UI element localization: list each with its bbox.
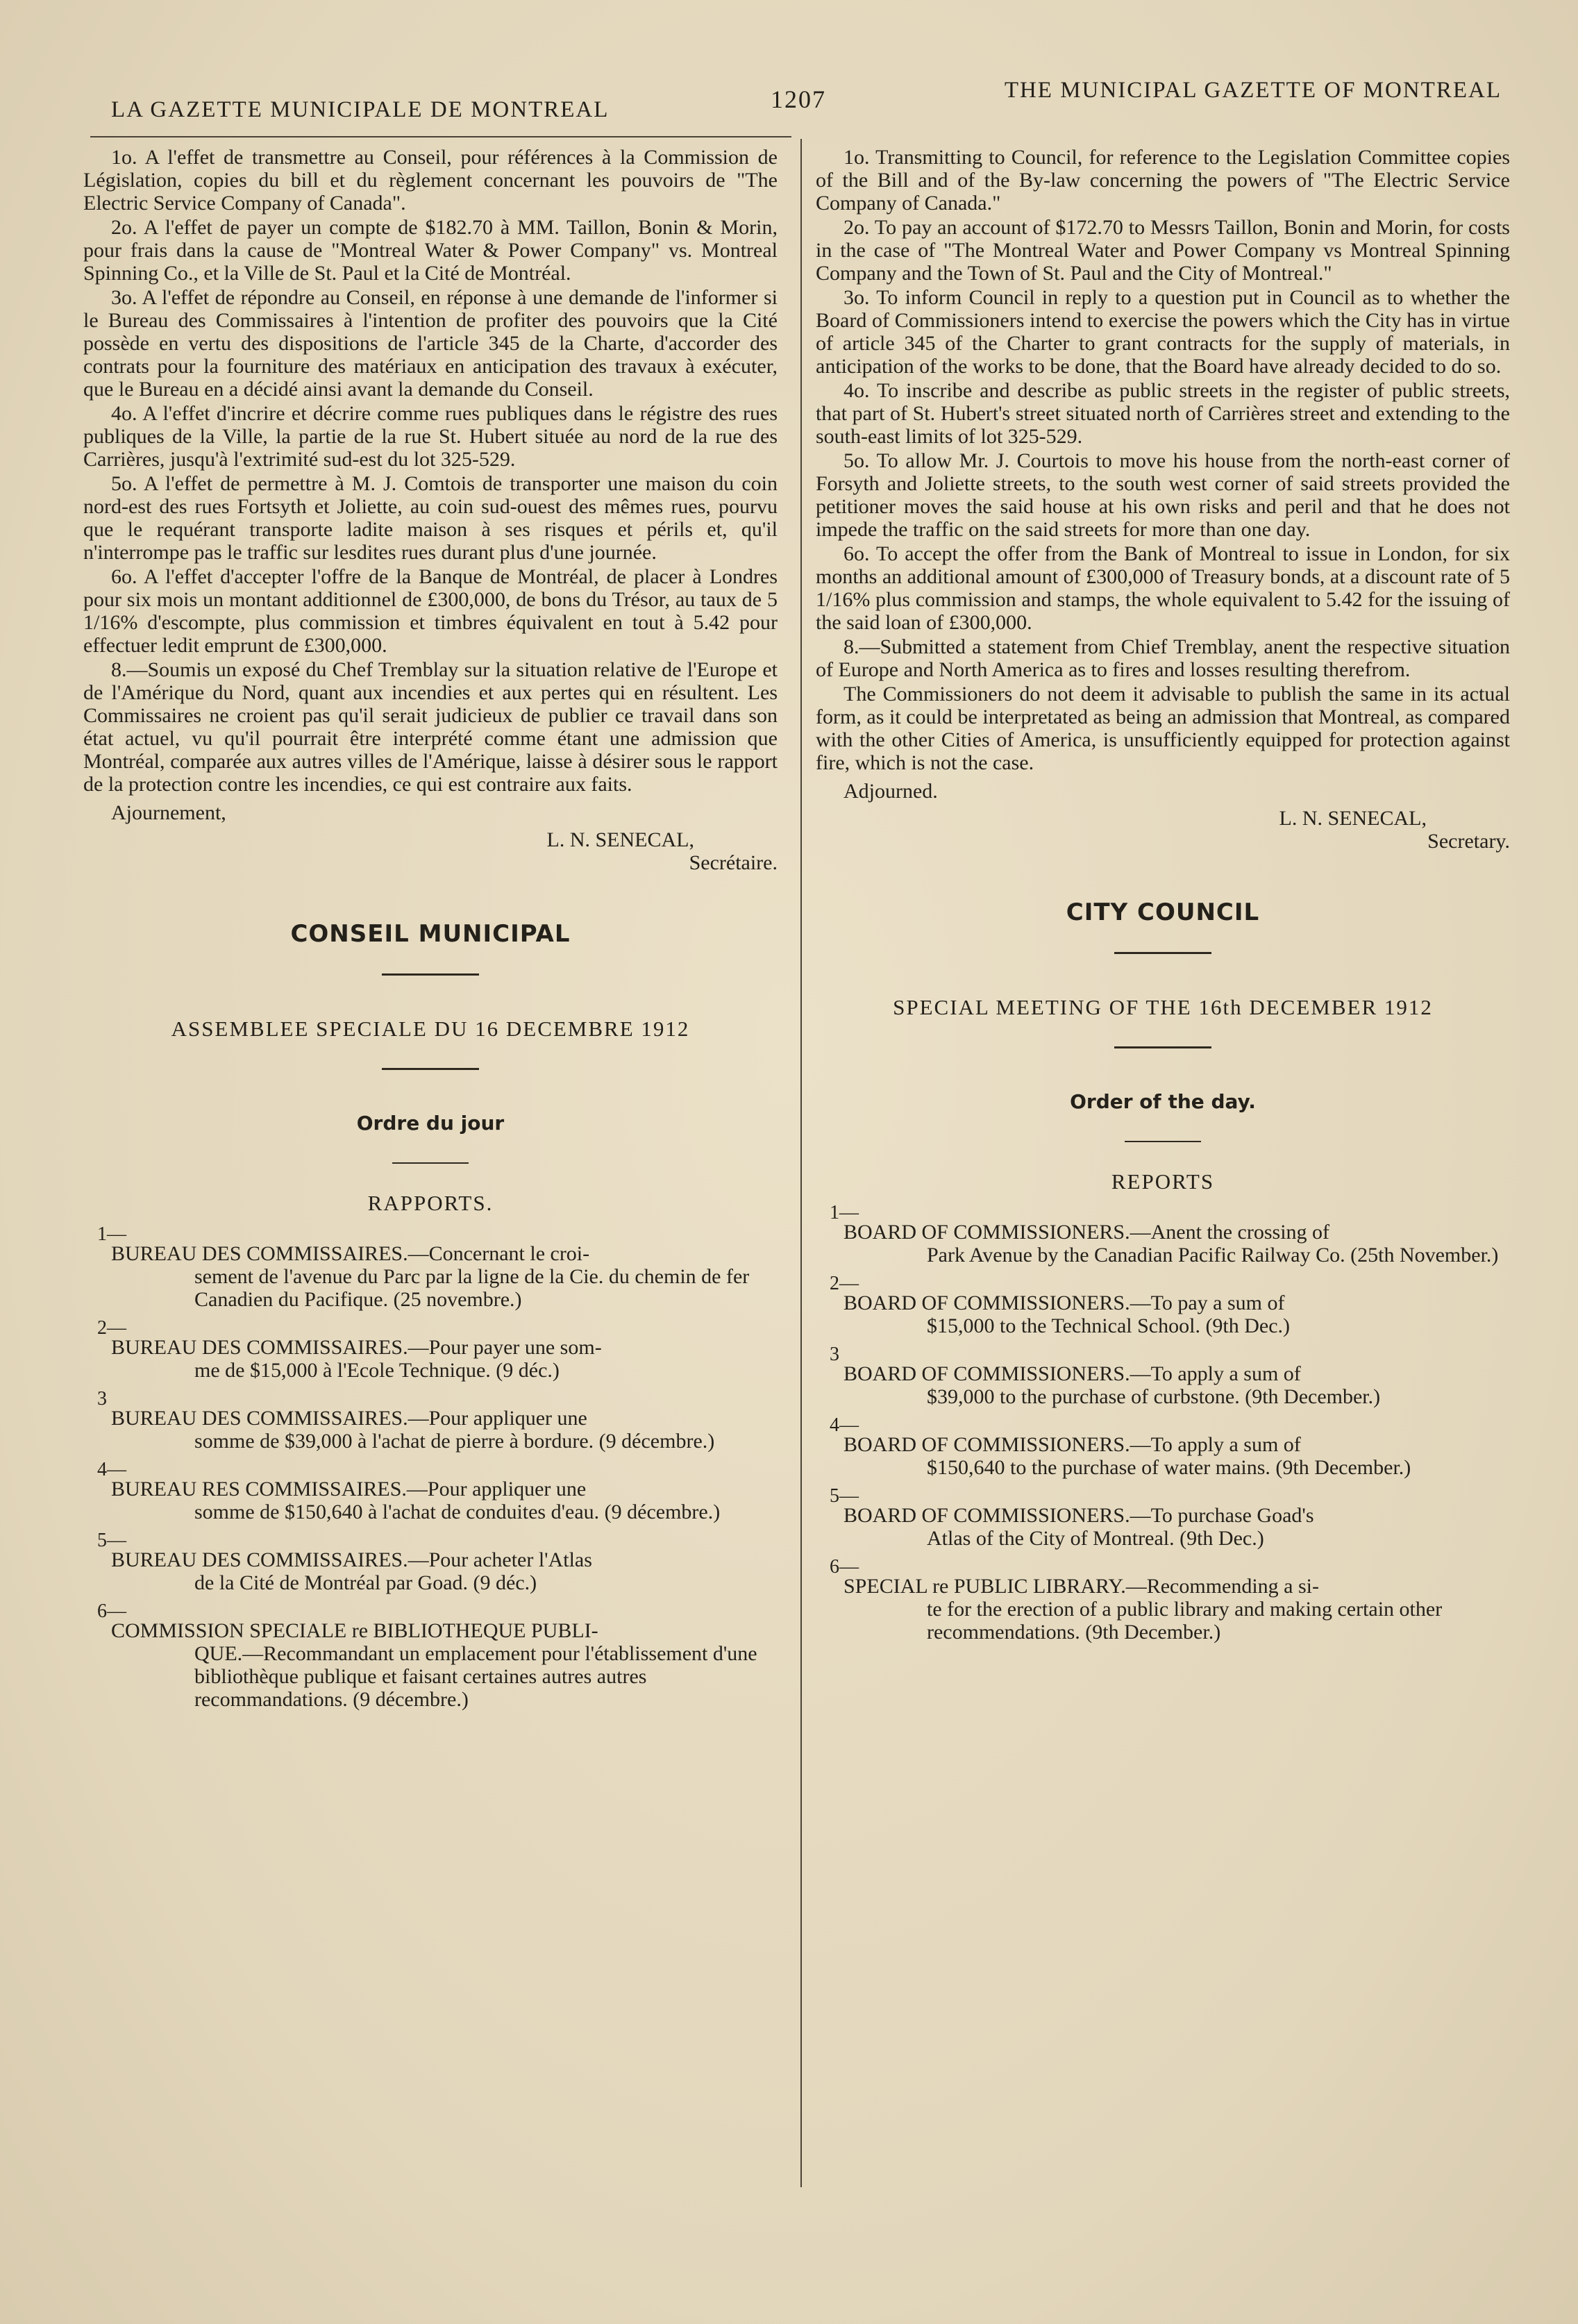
french-paragraph: 6o. A l'effet d'accepter l'offre de la Banque de Montréal, de placer à Londres pour six mois un montant additionnel de £300,000, de bons du Trésor, au taux de 5 1/16% d'escompte, plus commission et timbres équivalent en tout à 5.42 pour effectuer ledit emprunt de £300,000. [83,565,778,657]
english-paragraph: 2o. To pay an account of $172.70 to Messrs Taillon, Bonin and Morin, for costs in the case of "The Montreal Water and Power Company vs Montreal Spinning Company and the Town of St. Paul and the City of Montreal." [816,216,1510,285]
french-meeting-rule [382,1068,479,1070]
report-number: 5— [97,1530,126,1551]
report-continuation: me de $15,000 à l'Ecole Technique. (9 déc.) [194,1359,560,1382]
french-report-item [83,1459,778,1523]
report-number: 2— [97,1317,126,1339]
english-paragraph: 1o. Transmitting to Council, for reference to the Legislation Committee copies of the Bill and of the By-law concerning the powers of "The Electric Service Company of Canada." [816,146,1510,215]
french-reports-heading: RAPPORTS. [367,1191,494,1215]
report-number: 5— [830,1485,859,1507]
report-heading: BOARD OF COMMISSIONERS.—To purchase Goad's [843,1504,1314,1527]
header-english-title: THE MUNICIPAL GAZETTE OF MONTREAL [1004,78,1502,103]
report-continuation: somme de $150,640 à l'achat de conduites d'eau. (9 décembre.) [194,1500,721,1523]
report-heading: BUREAU DES COMMISSAIRES.—Pour acheter l'Atlas [111,1548,592,1571]
report-number: 4— [97,1459,126,1480]
french-paragraph: 4o. A l'effet d'incrire et décrire comme rues publiques dans le régistre des rues publiques de la Ville, la partie de la rue St. Hubert située au nord de la rue des Carrières, jusqu'à l'extrimité sud-est du lot 325-529. [83,402,778,471]
report-continuation: sement de l'avenue du Parc par la ligne de la Cie. du chemin de fer Canadien du Pacifique. (25 novembre.) [194,1265,750,1311]
report-number: 6— [830,1556,859,1578]
english-paragraph: 5o. To allow Mr. J. Courtois to move his house from the north-east corner of Forsyth and Joliette streets, to the south west corner of said streets provided the petitioner moves the said house at his own risks and peril and that he does not impede the traffic on the said streets for more than one day. [816,449,1510,541]
french-order-rule [392,1162,469,1164]
report-number: 6— [97,1600,126,1622]
report-number: 3 [97,1388,107,1410]
english-paragraph: 8.—Submitted a statement from Chief Tremblay, anent the respective situation of Europe and North America as to fires and losses resulting therefrom. [816,635,1510,681]
english-title-rule [1114,952,1211,954]
french-report-item [83,1317,778,1382]
report-heading: SPECIAL re PUBLIC LIBRARY.—Recommending a si- [843,1575,1319,1598]
english-meeting-title: SPECIAL MEETING OF THE 16th DECEMBER 1912 [893,995,1433,1019]
report-continuation: de la Cité de Montréal par Goad. (9 déc.) [194,1571,537,1594]
french-meeting-title: ASSEMBLEE SPECIALE DU 16 DECEMBRE 1912 [171,1017,690,1041]
french-column [83,146,778,1736]
french-signature [83,801,778,874]
report-continuation: te for the erection of a public library and making certain other recommendations. (9th December.) [927,1598,1443,1644]
french-paragraph: 3o. A l'effet de répondre au Conseil, en réponse à une demande de l'informer si le Bureau des Commissaires à l'intention de profiter des pouvoirs que la Cité possède en vertu des dispositions de l'article 345 de la Charte, d'accorder des contrats pour la fourniture des matériaux en anticipation des travaux à exécuter, que le Bureau en a décidé ainsi avant la demande du Conseil. [83,286,778,401]
french-title-rule [382,973,479,976]
english-council-title: CITY COUNCIL [1066,898,1260,926]
english-report-item [816,1202,1510,1267]
french-order-of-day: Ordre du jour [356,1112,505,1135]
report-number: 2— [830,1273,859,1294]
french-report-item [83,1600,778,1711]
english-meeting-rule [1114,1046,1211,1048]
english-order-of-day: Order of the day. [1070,1090,1256,1113]
english-column [816,146,1510,1669]
french-adjourned: Ajournement, [111,801,226,824]
english-paragraph: 3o. To inform Council in reply to a question put in Council as to whether the Board of Commissioners intend to exercise the powers which the City has in virtue of article 345 of the Charter to grant contracts for the supply of materials, in anticipation of the works to be done, that the Board have already decided to do so. [816,286,1510,378]
report-heading: BUREAU DES COMMISSAIRES.—Concernant le croi- [111,1242,590,1265]
report-heading: BOARD OF COMMISSIONERS.—Anent the crossing of [843,1221,1330,1244]
french-signer-role: Secrétaire. [689,851,778,874]
english-report-item [816,1556,1510,1644]
report-heading: BUREAU DES COMMISSAIRES.—Pour appliquer une [111,1407,587,1430]
english-signer-role: Secretary. [1427,830,1510,853]
french-paragraph: 5o. A l'effet de permettre à M. J. Comtois de transporter une maison du coin nord-est des rues Fortsyth et Joliette, au coin sud-ouest des mêmes rues, pourvu que le requérant transporte ladite maison à ses risques et périls et, qu'il n'interrompe pas le traffic sur lesdites rues durant plus d'une journée. [83,472,778,564]
page-number: 1207 [771,85,826,113]
report-continuation: $39,000 to the purchase of curbstone. (9th December.) [927,1385,1381,1408]
report-continuation: Park Avenue by the Canadian Pacific Railway Co. (25th November.) [927,1244,1499,1267]
french-paragraph: 1o. A l'effet de transmettre au Conseil, pour références à la Commission de Législation, copies du bill et du règlement concernant les pouvoirs de "The Electric Service Company of Canada". [83,146,778,215]
report-heading: BOARD OF COMMISSIONERS.—To apply a sum of [843,1362,1301,1385]
french-report-item [83,1223,778,1311]
french-report-item [83,1388,778,1453]
report-continuation: $15,000 to the Technical School. (9th Dec.) [927,1314,1291,1337]
report-heading: COMMISSION SPECIALE re BIBLIOTHEQUE PUBLI- [111,1619,598,1642]
report-heading: BOARD OF COMMISSIONERS.—To apply a sum of [843,1433,1301,1456]
english-paragraph: The Commissioners do not deem it advisable to publish the same in its actual form, as it could be interpretated as being an admission that Montreal, as compared with the other Cities of America, is unsufficiently equipped for protection against fire, which is not the case. [816,683,1510,774]
french-signer: L. N. SENECAL, [546,828,694,851]
report-heading: BUREAU DES COMMISSAIRES.—Pour payer une som- [111,1336,602,1359]
column-divider [800,139,802,2187]
english-reports-heading: REPORTS [1111,1169,1215,1194]
french-report-item [83,1530,778,1594]
english-paragraph: 4o. To inscribe and describe as public streets in the register of public streets, that part of St. Hubert's street situated north of Carrières street and extending to the south-east limits of lot 325-529. [816,379,1510,448]
french-paragraph: 2o. A l'effet de payer un compte de $182.70 à MM. Taillon, Bonin & Morin, pour frais dans la cause de "Montreal Water & Power Company" vs. Montreal Spinning Co., et la Ville de St. Paul et la Cité de Montréal. [83,216,778,285]
header-rule [90,136,791,137]
report-continuation: Atlas of the City of Montreal. (9th Dec.) [927,1527,1264,1550]
english-signer: L. N. SENECAL, [1279,807,1427,830]
report-continuation: $150,640 to the purchase of water mains. (9th December.) [927,1456,1411,1479]
header-french-title: LA GAZETTE MUNICIPALE DE MONTREAL [111,97,610,122]
english-report-item [816,1344,1510,1408]
english-adjourned: Adjourned. [843,780,938,803]
report-continuation: QUE.—Recommandant un emplacement pour l'établissement d'une bibliothèque publique et faisant certaines autres autres recommandations. (9 décembre.) [194,1642,757,1711]
report-heading: BUREAU RES COMMISSAIRES.—Pour appliquer une [111,1478,587,1500]
french-council-title: CONSEIL MUNICIPAL [290,920,571,948]
report-continuation: somme de $39,000 à l'achat de pierre à bordure. (9 décembre.) [194,1430,715,1453]
english-paragraph: 6o. To accept the offer from the Bank of Montreal to issue in London, for six months an additional amount of £300,000 of Treasury bonds, at a discount rate of 5 1/16% plus commission and stamps, the whole equivalent to 5.42 for the issuing of the said loan of £300,000. [816,542,1510,634]
english-report-item [816,1273,1510,1337]
english-signature [816,780,1510,853]
report-number: 3 [830,1344,839,1365]
page-header [104,78,1502,122]
report-number: 1— [97,1223,126,1245]
english-order-rule [1125,1141,1201,1142]
english-report-item [816,1414,1510,1479]
french-paragraph: 8.—Soumis un exposé du Chef Tremblay sur la situation relative de l'Europe et de l'Amérique du Nord, quant aux incendies et aux pertes qui en résultent. Les Commissaires ne croient pas qu'il serait judicieux de publier ce travail dans son état actuel, vu qu'il pourrait être interprété comme étant une admission que Montréal, comparée aux autres villes de l'Amérique, laisse à désirer sous le rapport de la protection contre les incendies, ce qui est contraire aux faits. [83,658,778,796]
report-number: 4— [830,1414,859,1436]
report-heading: BOARD OF COMMISSIONERS.—To pay a sum of [843,1291,1285,1314]
report-number: 1— [830,1202,859,1223]
english-report-item [816,1485,1510,1550]
